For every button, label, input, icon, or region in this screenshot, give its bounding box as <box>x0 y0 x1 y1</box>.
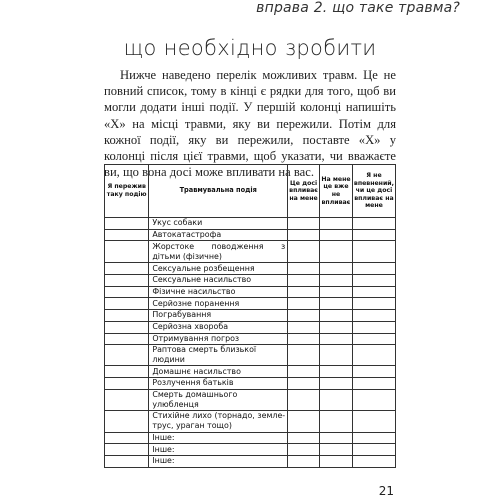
event-cell: Фізичне насильство <box>149 286 288 298</box>
table-row <box>105 241 396 263</box>
affects-cell[interactable] <box>288 241 320 263</box>
event-cell: Сексуальне насильство <box>149 275 288 287</box>
not-affects-cell[interactable] <box>319 229 352 241</box>
unsure-cell[interactable] <box>352 286 395 298</box>
unsure-cell[interactable] <box>352 410 395 432</box>
event-cell: Серйозна хвороба <box>149 321 288 333</box>
affects-cell[interactable] <box>288 218 320 230</box>
not-affects-cell[interactable] <box>319 333 352 345</box>
event-cell: Пограбування <box>149 310 288 322</box>
unsure-cell[interactable] <box>352 333 395 345</box>
experienced-cell[interactable] <box>105 298 149 310</box>
table-row <box>105 321 396 333</box>
table-row <box>105 263 396 275</box>
event-cell: Укус собаки <box>149 218 288 230</box>
table-header-row <box>105 165 396 218</box>
affects-cell[interactable] <box>288 345 320 366</box>
event-cell: Інше: <box>149 455 288 467</box>
experienced-cell[interactable] <box>105 275 149 287</box>
event-cell: Раптова смерть близької людини <box>149 345 288 366</box>
page-number: 21 <box>378 484 394 498</box>
affects-cell[interactable] <box>288 263 320 275</box>
intro-paragraph: Нижче наведено перелік можливих травм. Це не повний список, тому в кінці є рядки для того, щоб ви могли додати інші події. У першій колонці напишіть «X» на місці травми, яку ви пережили. Потім для кожної події, яку ви пережили, поставте «X» у колонці після цієї травми, щоб указати, чи вважаєте ви, що вона досі може впливати на вас. <box>104 68 396 180</box>
header-affects: Це досі впливає на мене <box>288 165 320 218</box>
experienced-cell[interactable] <box>105 432 149 444</box>
not-affects-cell[interactable] <box>319 345 352 366</box>
unsure-cell[interactable] <box>352 263 395 275</box>
affects-cell[interactable] <box>288 410 320 432</box>
unsure-cell[interactable] <box>352 298 395 310</box>
event-cell: Автокатастрофа <box>149 229 288 241</box>
trauma-table <box>104 164 396 468</box>
affects-cell[interactable] <box>288 298 320 310</box>
experienced-cell[interactable] <box>105 444 149 456</box>
affects-cell[interactable] <box>288 377 320 389</box>
not-affects-cell[interactable] <box>319 310 352 322</box>
header-unsure: Я не впевнений, чи це досі впливає на мене <box>352 165 395 218</box>
experienced-cell[interactable] <box>105 241 149 263</box>
experienced-cell[interactable] <box>105 310 149 322</box>
table-row <box>105 333 396 345</box>
table-row <box>105 310 396 322</box>
event-cell: Отримування погроз <box>149 333 288 345</box>
header-experienced: Я пережив таку подію <box>105 165 149 218</box>
affects-cell[interactable] <box>288 444 320 456</box>
unsure-cell[interactable] <box>352 229 395 241</box>
event-cell: Серйозне поранення <box>149 298 288 310</box>
affects-cell[interactable] <box>288 275 320 287</box>
table-row <box>105 366 396 378</box>
event-cell: Інше: <box>149 444 288 456</box>
experienced-cell[interactable] <box>105 333 149 345</box>
not-affects-cell[interactable] <box>319 218 352 230</box>
experienced-cell[interactable] <box>105 321 149 333</box>
table-row <box>105 389 396 410</box>
not-affects-cell[interactable] <box>319 298 352 310</box>
table-row <box>105 229 396 241</box>
header-not-affects: На мене це вже не впливає <box>319 165 352 218</box>
unsure-cell[interactable] <box>352 310 395 322</box>
experienced-cell[interactable] <box>105 366 149 378</box>
unsure-cell[interactable] <box>352 321 395 333</box>
affects-cell[interactable] <box>288 321 320 333</box>
experienced-cell[interactable] <box>105 410 149 432</box>
experienced-cell[interactable] <box>105 389 149 410</box>
table-row <box>105 218 396 230</box>
event-cell: Розлучення батьків <box>149 377 288 389</box>
table-row <box>105 377 396 389</box>
not-affects-cell[interactable] <box>319 377 352 389</box>
affects-cell[interactable] <box>288 229 320 241</box>
table-row <box>105 455 396 467</box>
unsure-cell[interactable] <box>352 218 395 230</box>
not-affects-cell[interactable] <box>319 455 352 467</box>
table-row <box>105 298 396 310</box>
not-affects-cell[interactable] <box>319 321 352 333</box>
not-affects-cell[interactable] <box>319 286 352 298</box>
experienced-cell[interactable] <box>105 218 149 230</box>
unsure-cell[interactable] <box>352 275 395 287</box>
affects-cell[interactable] <box>288 286 320 298</box>
not-affects-cell[interactable] <box>319 275 352 287</box>
event-cell: Домашнє насильство <box>149 366 288 378</box>
table-row <box>105 432 396 444</box>
event-cell: Сексуальне розбещення <box>149 263 288 275</box>
table-row <box>105 286 396 298</box>
table-row <box>105 410 396 432</box>
unsure-cell[interactable] <box>352 366 395 378</box>
unsure-cell[interactable] <box>352 345 395 366</box>
not-affects-cell[interactable] <box>319 444 352 456</box>
experienced-cell[interactable] <box>105 229 149 241</box>
event-cell: Стихійне лихо (торнадо, земле-трус, ураган тощо) <box>149 410 288 432</box>
experienced-cell[interactable] <box>105 263 149 275</box>
running-header: вправа 2. що таке травма? <box>256 0 460 16</box>
affects-cell[interactable] <box>288 432 320 444</box>
affects-cell[interactable] <box>288 310 320 322</box>
affects-cell[interactable] <box>288 366 320 378</box>
not-affects-cell[interactable] <box>319 410 352 432</box>
affects-cell[interactable] <box>288 333 320 345</box>
table-row <box>105 444 396 456</box>
event-cell: Жорстоке поводження з дітьми (фізичне) <box>149 241 288 263</box>
experienced-cell[interactable] <box>105 377 149 389</box>
unsure-cell[interactable] <box>352 444 395 456</box>
experienced-cell[interactable] <box>105 286 149 298</box>
not-affects-cell[interactable] <box>319 263 352 275</box>
not-affects-cell[interactable] <box>319 241 352 263</box>
event-cell: Смерть домашнього улюбленця <box>149 389 288 410</box>
affects-cell[interactable] <box>288 455 320 467</box>
not-affects-cell[interactable] <box>319 432 352 444</box>
experienced-cell[interactable] <box>105 345 149 366</box>
unsure-cell[interactable] <box>352 241 395 263</box>
event-cell: Інше: <box>149 432 288 444</box>
table-body <box>105 218 396 468</box>
affects-cell[interactable] <box>288 389 320 410</box>
table-row <box>105 345 396 366</box>
not-affects-cell[interactable] <box>319 389 352 410</box>
section-title: що необхідно зробити <box>123 36 377 60</box>
unsure-cell[interactable] <box>352 432 395 444</box>
unsure-cell[interactable] <box>352 389 395 410</box>
not-affects-cell[interactable] <box>319 366 352 378</box>
unsure-cell[interactable] <box>352 455 395 467</box>
unsure-cell[interactable] <box>352 377 395 389</box>
experienced-cell[interactable] <box>105 455 149 467</box>
table-row <box>105 275 396 287</box>
header-event: Травмувальна подія <box>149 165 288 218</box>
